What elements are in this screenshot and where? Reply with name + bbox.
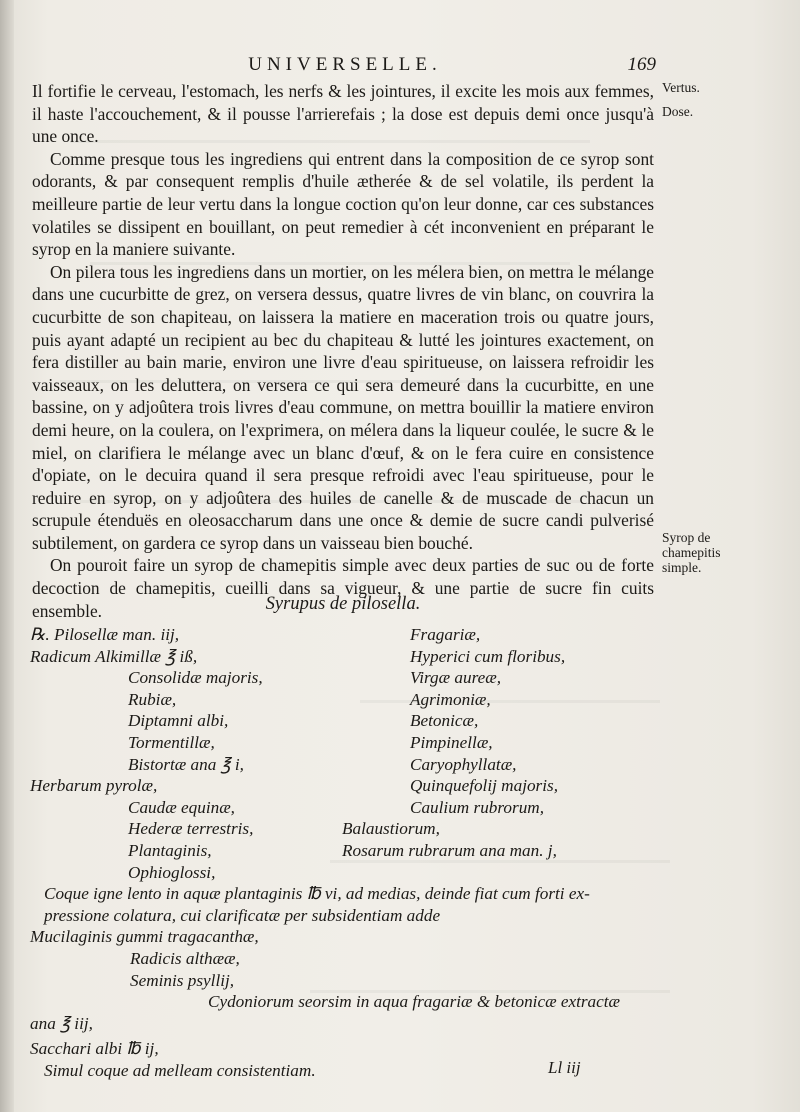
- margin-note-syrop-line: chamepitis: [662, 545, 721, 560]
- recipe-line: Quinquefolij majoris,: [410, 776, 559, 796]
- recipe-line: Rubiæ,: [128, 689, 177, 709]
- recipe-line: Seminis psyllij,: [130, 970, 235, 990]
- main-text: [32, 80, 654, 622]
- recipe-line: Radicum Alkimillæ ℥ iß,: [30, 646, 198, 666]
- page-number: 169: [627, 54, 656, 75]
- recipe-line: Cydoniorum seorsim in aqua fragariæ & betonicæ extractæ: [208, 992, 621, 1012]
- recipe-line: Tormentillæ,: [128, 733, 215, 752]
- page-header: [30, 54, 660, 80]
- margin-note-dose: Dose.: [662, 104, 694, 119]
- recipe-line: Bistortæ ana ℥ i,: [128, 754, 244, 774]
- paragraph: Comme presque tous les ingrediens qui entrent dans la composition de ce syrop sont odorants, & par consequent remplis d'huile ætherée & de sel volatile, ils perdent la meilleure partie de leur vertu dans la longue coction qu'on leur donne, car ces substances volatiles se dissipent en bouillant, on peut remedier à cét inconvenient en préparant le syrop en la maniere suivante.: [32, 148, 654, 260]
- recipe-line: Rosarum rubrarum ana man. j,: [342, 841, 557, 860]
- recipe-line: Simul coque ad melleam consistentiam.: [44, 1060, 316, 1080]
- recipe-line: Coque igne lento in aquæ plantaginis ℔ vi, ad medias, deinde fiat cum forti ex-: [44, 884, 590, 904]
- paragraph: On pouroit faire un syrop de chamepitis simple avec deux parties de suc ou de forte decoction de chamepitis, cueilli dans sa vigueur, & une partie de sucre fin cuits ensemble.: [32, 555, 654, 621]
- page-gutter: [0, 0, 14, 1112]
- recipe-line: Mucilaginis gummi tragacanthæ,: [30, 927, 259, 947]
- margin-note-syrop-line: simple.: [662, 560, 702, 575]
- printer-signature: Ll iij: [548, 1058, 581, 1077]
- recipe-line: Plantaginis,: [128, 841, 212, 860]
- recipe-line: Caulium rubrorum,: [410, 797, 545, 817]
- recipe-line: pressione colatura, cui clarificatæ per subsidentiam adde: [44, 905, 441, 925]
- recipe-line: Fragariæ,: [410, 625, 481, 644]
- recipe-line: Consolidæ majoris,: [128, 668, 263, 688]
- recipe-line: Sacchari albi ℔ ij,: [30, 1039, 159, 1058]
- margin-note-syrop-chamepitis: [662, 530, 782, 575]
- recipe-line: Agrimoniæ,: [410, 689, 491, 709]
- recipe-line: ℞. Pilosellæ man. iij,: [30, 625, 180, 644]
- recipe-line: Diptamni albi,: [128, 711, 229, 731]
- recipe-line: Ophioglossi,: [128, 862, 216, 882]
- recipe-line: Pimpinellæ,: [410, 733, 493, 752]
- paragraph: On pilera tous les ingrediens dans un mortier, on les mélera bien, on mettra le mélange dans une cucurbitte de grez, on versera dessus, quatre livres de vin blanc, on couvrira la cucurbitte de son chapiteau, on laissera la matiere en maceration trois ou quatre jours, puis ayant adapté un recipient au bec du chapiteau & lutté les jointures exactement, on fera distiller au bain marie, environ une livre d'eau spiritueuse, on laissera refroidir les vaisseaux, on les deluttera, on versera ce qui sera demeuré dans la cucurbitte, en une bassine, on y adjoûtera trois livres d'eau commune, on mettra bouillir la matiere environ demi heure, on la coulera, on l'exprimera, on mélera dans la liqueur coulée, le sucre & le miel, on clarifiera le mélange avec un blanc d'œuf, & on le fera cuire en consistence d'opiate, on le decuira quand il sera presque refroidi avec l'eau spiritueuse, pour le reduire en syrop, on y adjoûtera des huiles de canelle & de muscade de chacun un scrupule étenduës en oleosaccharum dans une once & demie de sucre candi pulverisé subtilement, on gardera ce syrop dans un vaisseau bien bouché.: [32, 261, 654, 553]
- recipe-line: ana ℥ iij,: [30, 1013, 93, 1033]
- recipe-line: Hyperici cum floribus,: [410, 646, 566, 666]
- section-title: Syrupus de pilosella.: [265, 594, 421, 614]
- recipe-line: Balaustiorum,: [342, 819, 440, 839]
- recipe-line: Caudæ equinæ,: [128, 797, 235, 817]
- margin-note-vertus: Vertus.: [662, 80, 700, 95]
- recipe-line: Herbarum pyrolæ,: [30, 776, 158, 796]
- recipe-line: Caryophyllatæ,: [410, 754, 517, 774]
- recipe-line: Virgæ aureæ,: [410, 668, 502, 688]
- running-title: UNIVERSELLE.: [248, 54, 442, 75]
- paragraph: Il fortifie le cerveau, l'estomach, les nerfs & les jointures, il excite les mois aux femmes, il haste l'accouchement, & il pousse l'arrierefais ; la dose est depuis demi once jusqu'à une once.: [32, 81, 654, 147]
- recipe-line: Radicis althææ,: [130, 949, 240, 968]
- recipe-line: Betonicæ,: [410, 711, 479, 731]
- recipe-line: Hederæ terrestris,: [128, 819, 254, 839]
- margin-note-syrop-line: Syrop de: [662, 530, 711, 545]
